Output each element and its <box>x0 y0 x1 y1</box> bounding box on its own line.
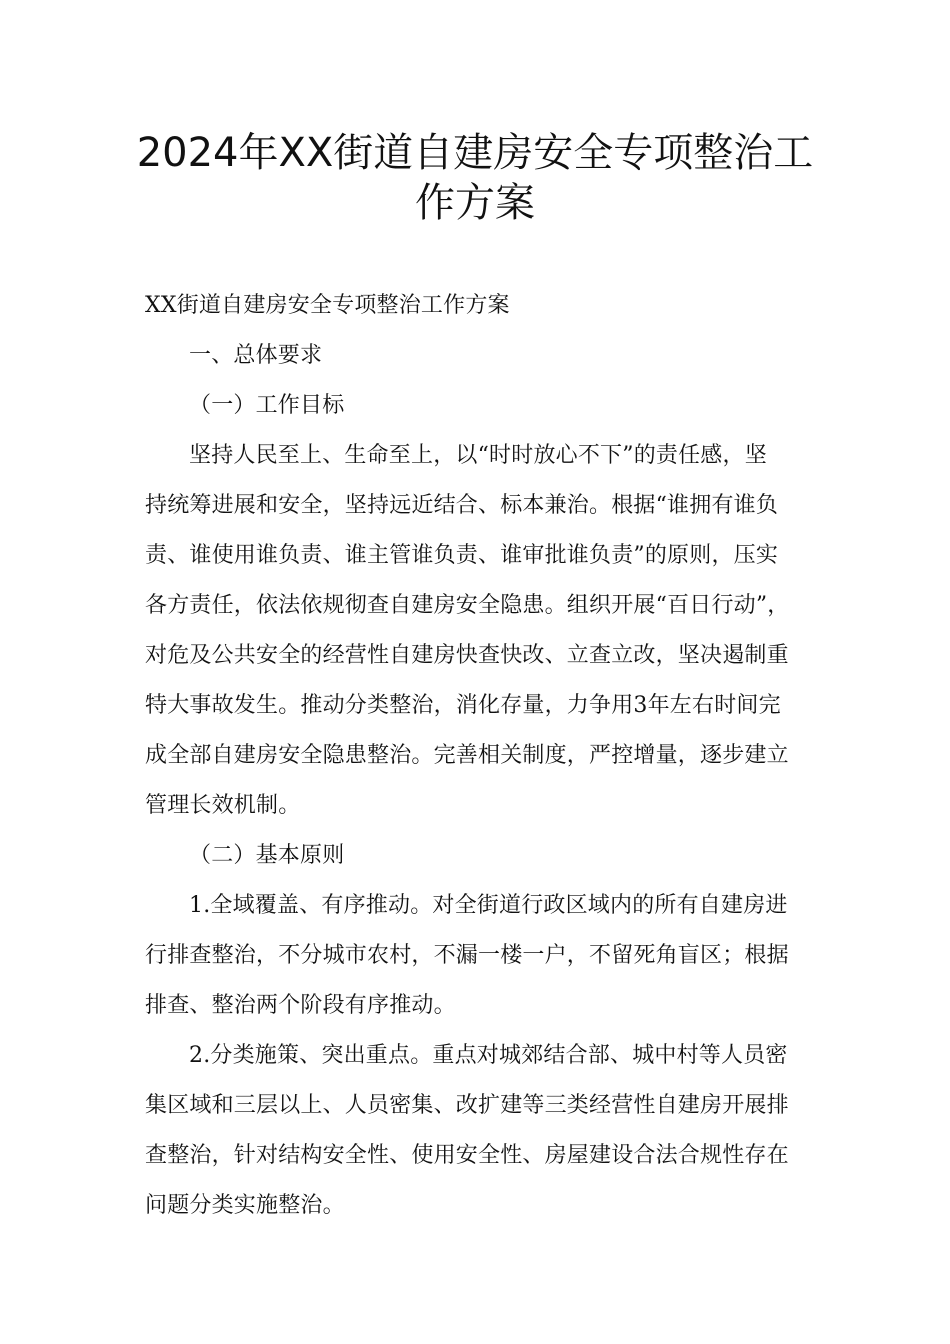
paragraph-line: 1.全域覆盖、有序推动。对全街道行政区域内的所有自建房进 <box>189 893 788 918</box>
paragraph-line: 各方责任，依法依规彻查自建房安全隐患。组织开展“百日行动”， <box>145 593 790 618</box>
title-line: 作方案 <box>415 180 535 226</box>
subsection-heading: （一）工作目标 <box>189 393 345 418</box>
paragraph-line: 管理长效机制。 <box>145 793 301 818</box>
paragraph-line: 特大事故发生。推动分类整治，消化存量，力争用3年左右时间完 <box>145 693 781 718</box>
paragraph-line: 行排查整治，不分城市农村，不漏一楼一户，不留死角盲区；根据 <box>145 943 789 968</box>
title-line: 2024年XX街道自建房安全专项整治工 <box>136 130 814 176</box>
section-heading: 一、总体要求 <box>189 343 323 368</box>
paragraph-line: 对危及公共安全的经营性自建房快查快改、立查立改，坚决遏制重 <box>145 643 789 668</box>
paragraph-line: 成全部自建房安全隐患整治。完善相关制度，严控增量，逐步建立 <box>145 743 789 768</box>
paragraph-line: 问题分类实施整治。 <box>145 1193 345 1218</box>
paragraph-line: 坚持人民至上、生命至上，以“时时放心不下”的责任感，坚 <box>189 443 767 468</box>
subsection-heading: （二）基本原则 <box>189 843 345 868</box>
doc-subtitle: XX街道自建房安全专项整治工作方案 <box>145 293 510 318</box>
paragraph-line: 查整治，针对结构安全性、使用安全性、房屋建设合法合规性存在 <box>145 1143 789 1168</box>
document-title <box>120 128 830 228</box>
paragraph-line: 持统筹进展和安全，坚持远近结合、标本兼治。根据“谁拥有谁负 <box>145 493 779 518</box>
paragraph-line: 2.分类施策、突出重点。重点对城郊结合部、城中村等人员密 <box>189 1043 788 1068</box>
paragraph-line: 集区域和三层以上、人员密集、改扩建等三类经营性自建房开展排 <box>145 1093 789 1118</box>
paragraph-line: 责、谁使用谁负责、谁主管谁负责、谁审批谁负责”的原则，压实 <box>145 543 779 568</box>
document-body <box>145 281 805 1231</box>
paragraph-line: 排查、整治两个阶段有序推动。 <box>145 993 456 1018</box>
